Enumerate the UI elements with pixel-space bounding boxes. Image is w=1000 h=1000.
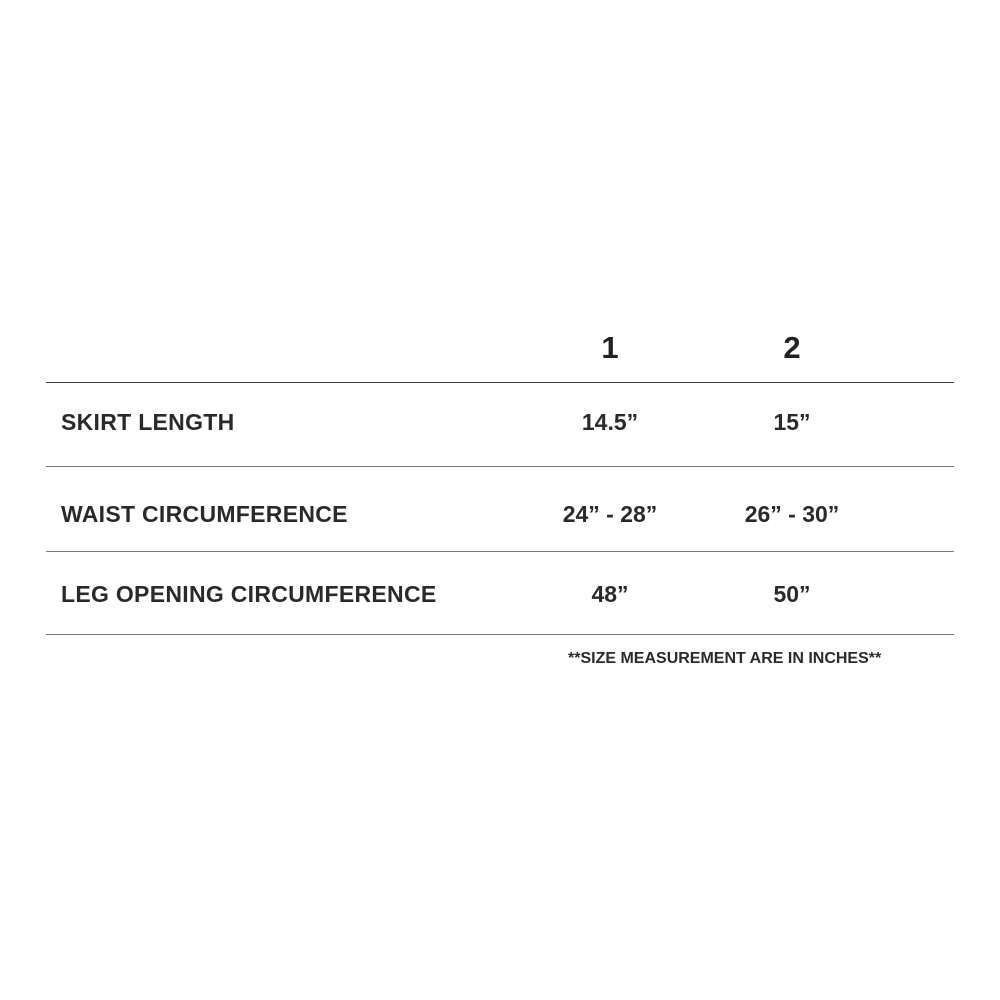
waist-circumference-size-2: 26” - 30”	[744, 501, 840, 527]
header-divider	[46, 382, 954, 383]
size-header-1: 1	[601, 330, 619, 365]
measurement-footnote: **SIZE MEASUREMENT ARE IN INCHES**	[568, 650, 882, 667]
skirt-length-size-2: 15”	[773, 409, 811, 435]
size-header-2: 2	[783, 330, 801, 365]
leg-opening-circumference-size-1: 48”	[591, 581, 629, 607]
waist-circumference-size-1: 24” - 28”	[562, 501, 658, 527]
row-label-leg-opening-circumference: LEG OPENING CIRCUMFERENCE	[61, 581, 437, 607]
skirt-length-size-1: 14.5”	[581, 409, 639, 435]
leg-opening-circumference-size-2: 50”	[773, 581, 811, 607]
table-bottom-divider	[46, 634, 954, 635]
row-label-skirt-length: SKIRT LENGTH	[61, 409, 235, 435]
row-divider	[46, 551, 954, 552]
row-label-waist-circumference: WAIST CIRCUMFERENCE	[61, 501, 348, 527]
row-divider	[46, 466, 954, 467]
